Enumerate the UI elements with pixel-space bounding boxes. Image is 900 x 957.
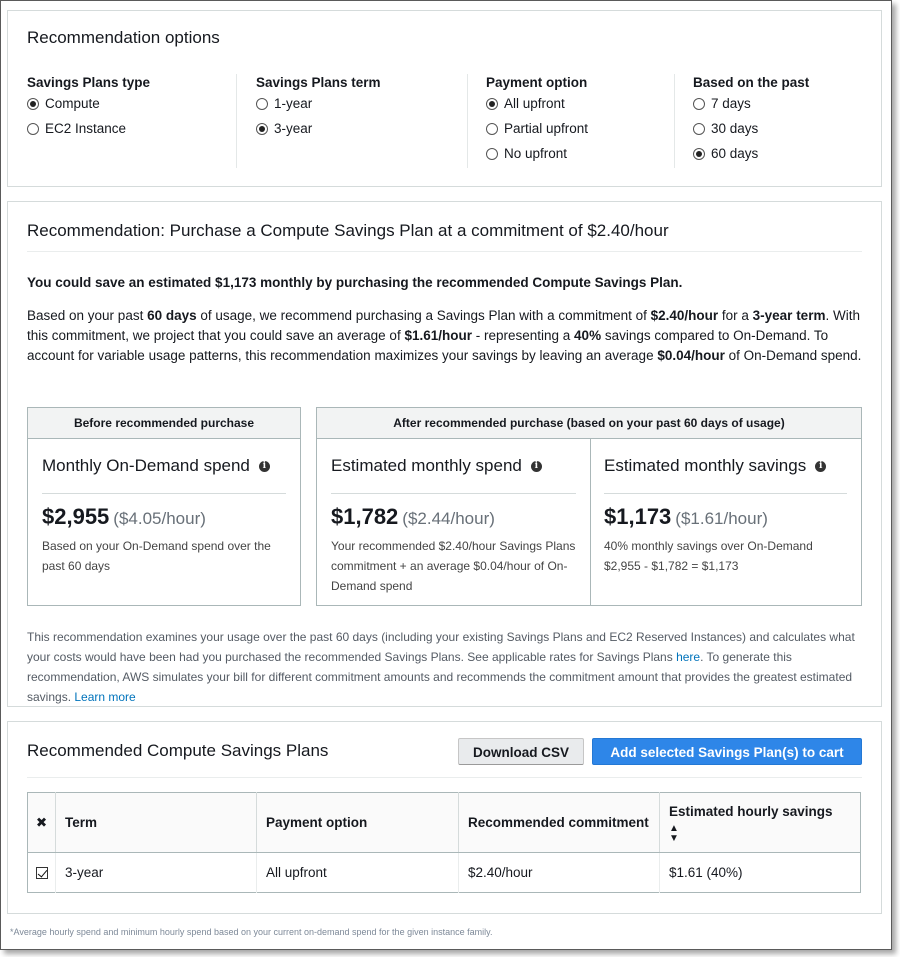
- radio-selected-icon[interactable]: [256, 123, 268, 135]
- radio-label: 7 days: [711, 96, 751, 111]
- radio-label: Partial upfront: [504, 121, 589, 136]
- metric-description: Based on your On-Demand spend over the past 60 days: [42, 539, 271, 573]
- radio-compute[interactable]: [27, 95, 150, 120]
- column-header-label: Estimated hourly savings: [669, 803, 833, 819]
- savings-plans-type-group: [27, 74, 150, 145]
- savings-plans-term-heading: Savings Plans term: [256, 75, 381, 90]
- radio-30-days[interactable]: [693, 120, 809, 145]
- radio-no-upfront[interactable]: [486, 145, 588, 170]
- radio-label: 30 days: [711, 121, 759, 136]
- after-purchase-header: After recommended purchase (based on your past 60 days of usage): [317, 408, 861, 439]
- column-header-estimated-savings[interactable]: [660, 793, 861, 853]
- sort-icon[interactable]: ▲ ▼: [669, 822, 679, 844]
- divider: [27, 777, 862, 778]
- info-icon[interactable]: i: [815, 461, 826, 472]
- radio-ec2-instance[interactable]: [27, 120, 150, 145]
- column-divider: [467, 74, 468, 168]
- radio-label: EC2 Instance: [45, 121, 127, 136]
- column-header-payment-option[interactable]: Payment option: [257, 793, 459, 853]
- recommendation-title: Recommendation: Purchase a Compute Savings Plan at a commitment of $2.40/hour: [27, 221, 669, 240]
- radio-7-days[interactable]: [693, 95, 809, 120]
- metric-title: Monthly On-Demand spend: [42, 456, 250, 475]
- savings-plans-type-heading: Savings Plans type: [27, 75, 151, 90]
- add-to-cart-button[interactable]: Add selected Savings Plan(s) to cart: [592, 738, 862, 765]
- deselect-all-icon[interactable]: ✖: [28, 793, 56, 853]
- radio-1-year[interactable]: [256, 95, 381, 120]
- metric-value: $2,955: [42, 504, 110, 529]
- metric-title: Estimated monthly spend: [331, 456, 522, 475]
- metric-title: Estimated monthly savings: [604, 456, 807, 475]
- radio-selected-icon[interactable]: [693, 148, 705, 160]
- recommendation-description: Based on your past 60 days of usage, we recommend purchasing a Savings Plan with a commitment of $2.40/hour for a 3-year term. With this commitment, we project that you could save an average of $1.61/hour - representing a 40% savings compared to On-Demand. To account for variable usage patterns, this recommendation maximizes your savings by leaving an average $0.04/hour of On-Demand spend.: [27, 308, 862, 363]
- plans-table: [27, 792, 861, 893]
- recommendation-options-panel: [7, 10, 882, 187]
- payment-option-heading: Payment option: [486, 75, 588, 90]
- cell-payment-option: All upfront: [257, 853, 459, 893]
- radio-unselected-icon[interactable]: [27, 123, 39, 135]
- radio-label: 1-year: [274, 96, 313, 111]
- radio-unselected-icon[interactable]: [486, 148, 498, 160]
- before-purchase-card: [27, 407, 301, 606]
- metric-description: Your recommended $2.40/hour Savings Plans commitment + an average $0.04/hour of On-Demand spend: [331, 539, 576, 593]
- radio-label: All upfront: [504, 96, 565, 111]
- recommendation-footnote: This recommendation examines your usage over the past 60 days (including your existing Savings Plans and EC2 Reserved Instances) and calculates what your costs would have been had you purchased the recommended Savings Plans. See applicable rates for Savings Plans here. To generate this recommendation, AWS simulates your bill for different commitment amounts and recommends the commitment amount that provides the greatest estimated savings. Learn more: [27, 630, 855, 704]
- radio-all-upfront[interactable]: [486, 95, 588, 120]
- divider: [42, 493, 286, 494]
- row-select-cell[interactable]: [28, 853, 56, 893]
- column-header-recommended-commitment[interactable]: Recommended commitment: [459, 793, 660, 853]
- divider: [604, 493, 847, 494]
- before-purchase-header: Before recommended purchase: [28, 408, 300, 439]
- plans-title: Recommended Compute Savings Plans: [27, 741, 329, 760]
- radio-partial-upfront[interactable]: [486, 120, 588, 145]
- column-divider: [674, 74, 675, 168]
- radio-label: 3-year: [274, 121, 313, 136]
- payment-option-group: [486, 74, 588, 170]
- savings-calculation: $2,955 - $1,782 = $1,173: [604, 559, 739, 573]
- based-on-past-group: [693, 74, 809, 170]
- metric-rate: ($1.61/hour): [675, 509, 768, 528]
- radio-unselected-icon[interactable]: [486, 123, 498, 135]
- savings-headline: You could save an estimated $1,173 monthly by purchasing the recommended Compute Savings Plan.: [27, 275, 683, 290]
- cell-commitment: $2.40/hour: [459, 853, 660, 893]
- cell-term: 3-year: [56, 853, 257, 893]
- info-icon[interactable]: i: [531, 461, 542, 472]
- radio-60-days[interactable]: [693, 145, 809, 170]
- row-checkbox[interactable]: [36, 867, 48, 879]
- after-purchase-card: [316, 407, 862, 606]
- cell-savings: $1.61 (40%): [669, 865, 743, 880]
- recommended-plans-panel: [7, 721, 882, 914]
- divider: [331, 493, 576, 494]
- estimated-monthly-spend-metric: [317, 439, 590, 605]
- column-divider: [236, 74, 237, 168]
- metric-value: $1,782: [331, 504, 399, 529]
- radio-3-year[interactable]: [256, 120, 381, 145]
- radio-unselected-icon[interactable]: [693, 123, 705, 135]
- radio-unselected-icon[interactable]: [693, 98, 705, 110]
- radio-unselected-icon[interactable]: [256, 98, 268, 110]
- metric-rate: ($4.05/hour): [113, 509, 206, 528]
- column-header-term[interactable]: Term: [56, 793, 257, 853]
- monthly-ondemand-metric: [28, 439, 300, 605]
- savings-plans-term-group: [256, 74, 381, 145]
- metric-value: $1,173: [604, 504, 672, 529]
- radio-label: No upfront: [504, 146, 568, 161]
- based-on-past-heading: Based on the past: [693, 75, 810, 90]
- recommendation-panel: [7, 201, 882, 707]
- options-title: Recommendation options: [27, 28, 220, 47]
- radio-label: 60 days: [711, 146, 759, 161]
- estimated-monthly-savings-metric: [590, 439, 861, 605]
- rates-here-link[interactable]: here: [676, 650, 701, 664]
- radio-label: Compute: [45, 96, 100, 111]
- learn-more-link[interactable]: Learn more: [74, 690, 136, 704]
- radio-selected-icon[interactable]: [486, 98, 498, 110]
- download-csv-button[interactable]: Download CSV: [458, 738, 584, 765]
- info-icon[interactable]: i: [259, 461, 270, 472]
- table-row[interactable]: [28, 853, 861, 893]
- metric-description: 40% monthly savings over On-Demand: [604, 539, 813, 553]
- bottom-footnote: *Average hourly spend and minimum hourly spend based on your current on-demand spend for the given instance family.: [10, 927, 493, 937]
- radio-selected-icon[interactable]: [27, 98, 39, 110]
- divider: [27, 251, 862, 252]
- table-header-row: [28, 793, 861, 853]
- metric-rate: ($2.44/hour): [402, 509, 495, 528]
